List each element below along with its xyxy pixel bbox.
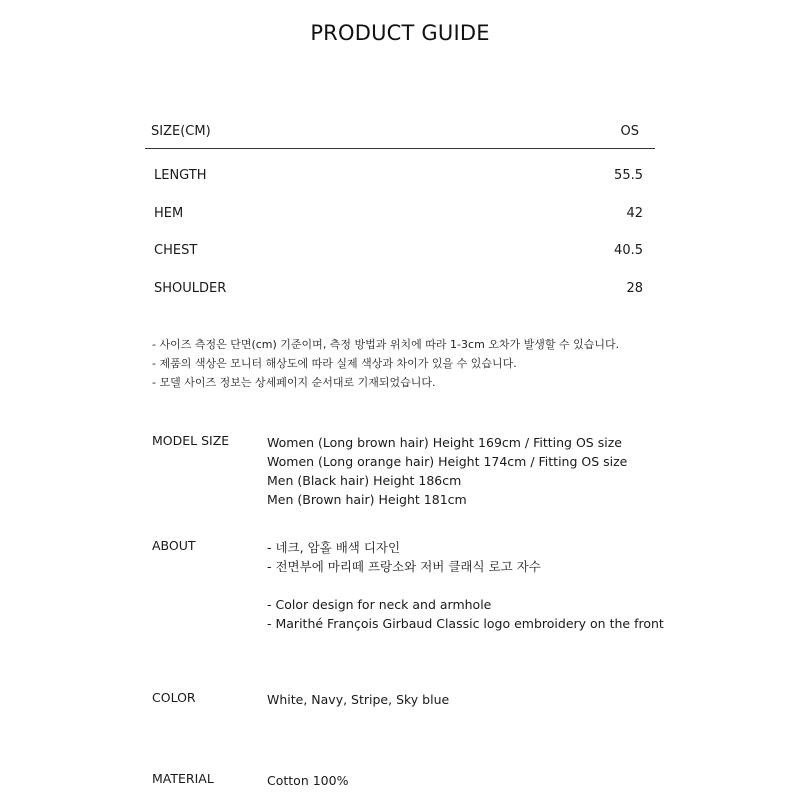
size-row-shoulder (145, 281, 655, 319)
size-row-label: SHOULDER (154, 280, 227, 296)
size-row-label: CHEST (154, 243, 198, 258)
size-row-length (145, 168, 655, 206)
model-size-line: Women (Long orange hair) Height 174cm / Fitting OS size (267, 454, 628, 469)
about-spacer (267, 576, 687, 595)
about-line-ko: - 전면부에 마리떼 프랑소와 저버 클래식 로고 자수 (267, 559, 541, 574)
model-size-label: MODEL SIZE (152, 433, 230, 448)
model-size-values (267, 433, 687, 509)
note-line: - 모델 사이즈 정보는 상세페이지 순서대로 기재되었습니다. (152, 376, 436, 389)
size-table-body (145, 168, 655, 318)
color-values (267, 690, 687, 709)
size-header-label: SIZE(CM) (151, 124, 211, 139)
about-line-en: - Color design for neck and armhole (267, 597, 492, 612)
size-row-label: HEM (154, 205, 184, 221)
size-row-value: 28 (626, 280, 643, 296)
page-title: PRODUCT GUIDE (310, 21, 490, 45)
material-values (267, 771, 687, 790)
about-line-en: - Marithé François Girbaud Classic logo embroidery on the front (267, 616, 664, 631)
material-value: Cotton 100% (267, 773, 349, 788)
size-row-value: 55.5 (614, 168, 643, 183)
material-label: MATERIAL (152, 771, 214, 786)
note-line: - 제품의 색상은 모니터 해상도에 따라 실제 색상과 차이가 있을 수 있습니다. (152, 357, 517, 370)
size-table-header (145, 123, 655, 149)
size-row-value: 42 (626, 205, 643, 221)
note-line: - 사이즈 측정은 단면(cm) 기준이며, 측정 방법과 위치에 따라 1-3cm 오차가 발생할 수 있습니다. (152, 338, 620, 351)
color-value: White, Navy, Stripe, Sky blue (267, 692, 450, 707)
color-label: COLOR (152, 690, 196, 705)
model-size-line: Women (Long brown hair) Height 169cm / Fitting OS size (267, 435, 622, 450)
size-header-column: OS (620, 124, 639, 139)
about-values (267, 538, 687, 633)
size-row-label: LENGTH (154, 168, 207, 183)
model-size-line: Men (Black hair) Height 186cm (267, 473, 462, 488)
size-row-chest (145, 243, 655, 281)
model-size-line: Men (Brown hair) Height 181cm (267, 492, 467, 507)
size-row-hem (145, 206, 655, 244)
about-line-ko: - 네크, 암홀 배색 디자인 (267, 540, 401, 555)
size-notes (152, 335, 672, 392)
about-label: ABOUT (152, 538, 196, 553)
size-row-value: 40.5 (614, 243, 643, 258)
